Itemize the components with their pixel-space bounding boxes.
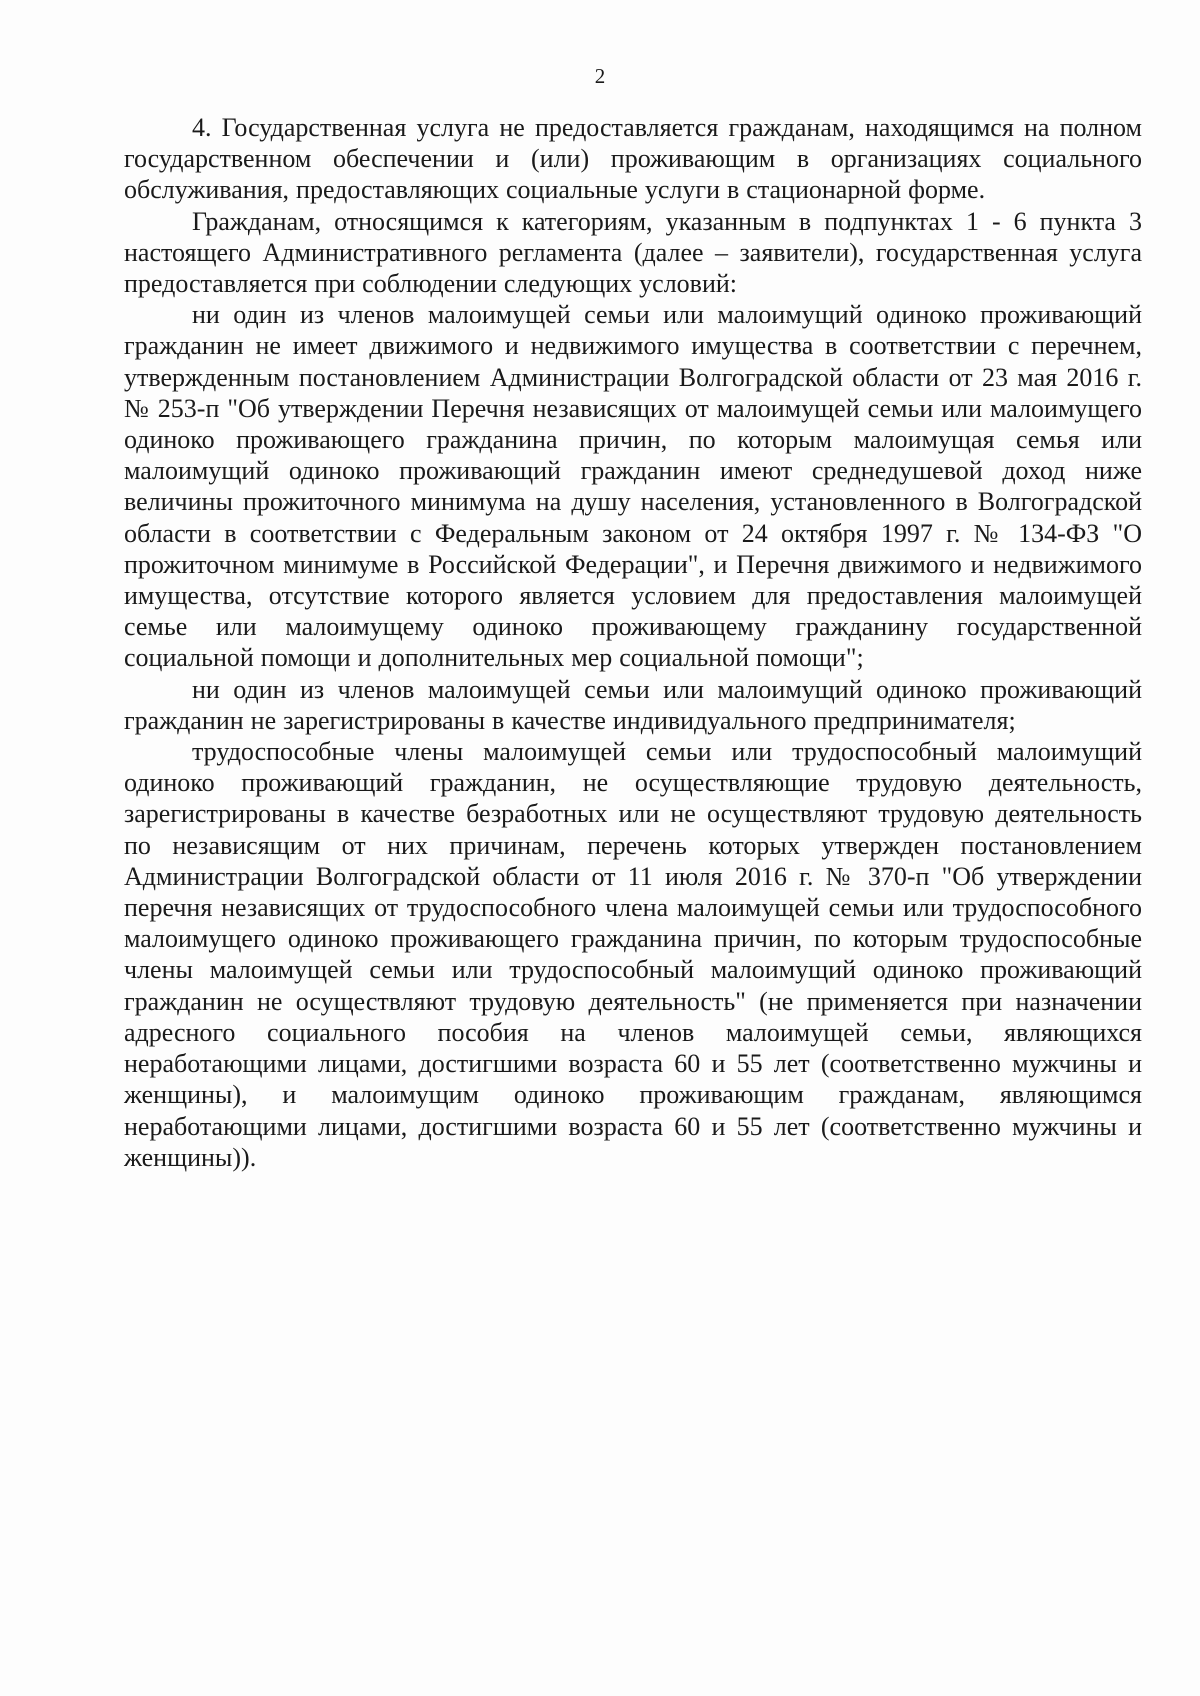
paragraph-applicants-conditions: Гражданам, относящимся к категориям, указанным в подпунктах 1 - 6 пункта 3 настоящего Административного регламента (далее – заявители), государственная услуга предоставляется при соблюдении следующих условий: (124, 206, 1142, 299)
paragraph-condition-entrepreneur: ни один из членов малоимущей семьи или малоимущий одиноко проживающий гражданин не зарегистрированы в качестве индивидуального предпринимателя; (124, 674, 1142, 735)
paragraph-item-4: 4. Государственная услуга не предоставляется гражданам, находящимся на полном государственном обеспечении и (или) проживающим в организациях социального обслуживания, предоставляющих социальные услуги в стационарной форме. (124, 113, 1142, 205)
paragraph-condition-property: ни один из членов малоимущей семьи или малоимущий одиноко проживающий гражданин не имеет движимого и недвижимого имущества в соответствии с перечнем, утвержденным постановлением Администрации Волгоградской области от 23 мая 2016 г. № 253-п "Об утверждении Перечня независящих от малоимущей семьи или малоимущего одиноко проживающего гражданина причин, по которым малоимущая семья или малоимущий одиноко проживающий гражданин имеют среднедушевой доход ниже величины прожиточного минимума на душу населения, установленного в Волгоградской области в соответствии с Федеральным законом от 24 октября 1997 г. № 134-ФЗ "О прожиточном минимуме в Российской Федерации", и Перечня движимого и недвижимого имущества, отсутствие которого является условием для предоставления малоимущей семье или малоимущему одиноко проживающему гражданину государственной социальной помощи и дополнительных мер социальной помощи"; (124, 300, 1142, 673)
paragraph-condition-employment: трудоспособные члены малоимущей семьи или трудоспособный малоимущий одиноко проживающий гражданин, не осуществляющие трудовую деятельность, зарегистрированы в качестве безработных или не осуществляют трудовую деятельность по независящим от них причинам, перечень которых утвержден постановлением Администрации Волгоградской области от 11 июля 2016 г. № 370-п "Об утверждении перечня независящих от трудоспособного члена малоимущей семьи или трудоспособного малоимущего одиноко проживающего гражданина причин, по которым трудоспособные члены малоимущей семьи или трудоспособный малоимущий одиноко проживающий гражданин не осуществляют трудовую деятельность" (не применяется при назначении адресного социального пособия на членов малоимущей семьи, являющихся неработающими лицами, достигшими возраста 60 и 55 лет (соответственно мужчины и женщины), и малоимущим одиноко проживающим гражданам, являющимся неработающими лицами, достигшими возраста 60 и 55 лет (соответственно мужчины и женщины)). (124, 737, 1142, 1172)
page-number: 2 (594, 64, 606, 88)
document-body (124, 112, 1142, 1173)
